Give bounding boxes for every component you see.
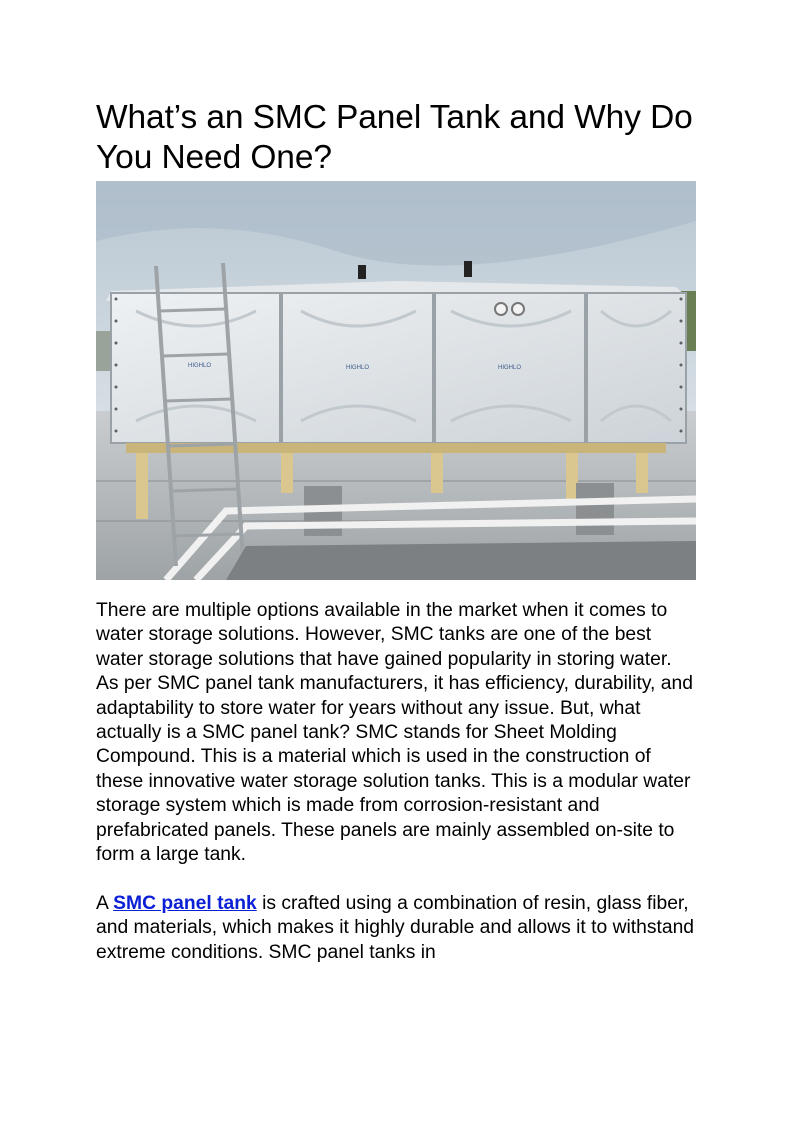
brand-label-1: HIGHLO xyxy=(188,363,212,369)
brand-label-2: HIGHLO xyxy=(346,365,370,371)
tank-photo xyxy=(96,181,696,580)
paragraph-intro: There are multiple options available in the market when it comes to water storage solutions. However, SMC tanks are one of the best water storage solutions that have gained popularity in storing water. As per SMC panel tank manufacturers, it has efficiency, durability, and adaptability to store water for years without any issue. But, what actually is a SMC panel tank? SMC stands for Sheet Molding Compound. This is a material which is used in the construction of these innovative water storage solution tanks. This is a modular water storage system which is made from corrosion-resistant and prefabricated panels. These panels are mainly assembled on-site to form a large tank. xyxy=(96,600,693,866)
article xyxy=(96,98,698,965)
smc-panel-tank-link[interactable]: SMC panel tank xyxy=(113,892,257,914)
brand-label-3: HIGHLO xyxy=(498,365,522,371)
article-title: What’s an SMC Panel Tank and Why Do You Need One? xyxy=(96,99,693,176)
paragraph-smc-prefix: A xyxy=(96,892,114,914)
paragraph-smc-suffix: is crafted using a combination of resin, glass fiber, and materials, which makes it highly durable and allows it to withstand extreme conditions. SMC panel tanks in xyxy=(96,892,695,963)
paragraph-smc xyxy=(96,892,698,965)
